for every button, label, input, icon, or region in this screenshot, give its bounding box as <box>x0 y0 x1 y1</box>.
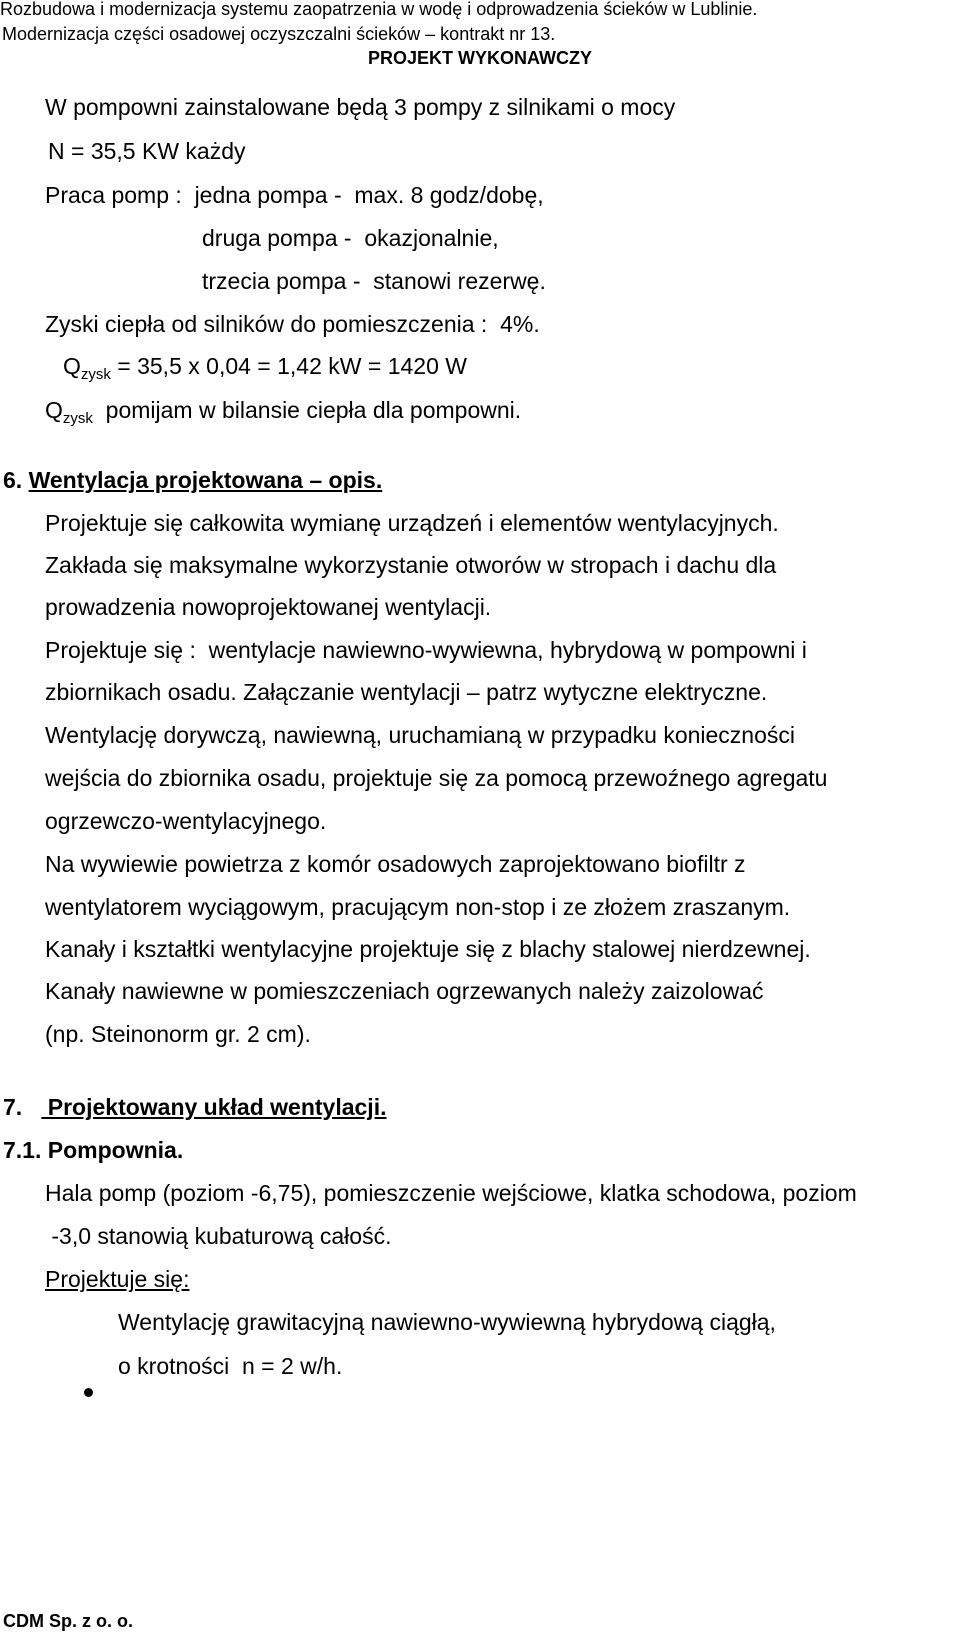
header-line-2: Modernizacja części osadowej oczyszczalni ścieków – kontrakt nr 13. <box>2 24 556 44</box>
pumps-line-3: Praca pomp : jedna pompa - max. 8 godz/dobę, <box>45 182 544 208</box>
section-7-heading <box>3 1096 386 1119</box>
bullet-item-line-2: o krotności n = 2 w/h. <box>118 1353 343 1379</box>
section-6-line: Na wywiewie powietrza z komór osadowych zaprojektowano biofiltr z <box>45 851 746 877</box>
pumps-line-1: W pompowni zainstalowane będą 3 pompy z silnikami o mocy <box>45 94 676 120</box>
pumps-line-5: trzecia pompa - stanowi rezerwę. <box>202 268 546 294</box>
header-line-3: PROJEKT WYKONAWCZY <box>367 48 592 68</box>
header-line-1: Rozbudowa i modernizacja systemu zaopatrzenia w wodę i odprowadzenia ścieków w Lublinie. <box>0 0 758 19</box>
section-6-line: wentylatorem wyciągowym, pracującym non-stop i ze złożem zraszanym. <box>45 894 791 920</box>
section-7-number: 7. <box>3 1094 23 1120</box>
pumping-station-line-1: Hala pomp (poziom -6,75), pomieszczenie wejściowe, klatka schodowa, poziom <box>45 1180 857 1206</box>
section-6-line: wejścia do zbiornika osadu, projektuje się za pomocą przewoźnego agregatu <box>45 765 828 791</box>
section-6-line: Kanały i kształtki wentylacyjne projektuje się z blachy stalowej nierdzewnej. <box>45 936 811 962</box>
section-6-line: zbiornikach osadu. Załączanie wentylacji – patrz wytyczne elektryczne. <box>45 679 768 705</box>
section-6-title: Wentylacja projektowana – opis. <box>28 467 383 493</box>
section-6-line: Wentylację dorywczą, nawiewną, uruchamianą w przypadku konieczności <box>45 722 795 748</box>
section-6-line: Kanały nawiewne w pomieszczeniach ogrzewanych należy zaizolować <box>45 978 764 1004</box>
section-6-number: 6. <box>3 467 23 493</box>
section-6-line: Projektuje się całkowita wymianę urządzeń i elementów wentylacyjnych. <box>45 510 779 536</box>
section-6-line: ogrzewczo-wentylacyjnego. <box>45 808 327 834</box>
section-7-title: Projektowany układ wentylacji. <box>41 1094 387 1120</box>
pumps-line-2: N = 35,5 KW każdy <box>48 138 246 164</box>
section-6-line: Projektuje się : wentylacje nawiewno-wywiewna, hybrydową w pompowni i <box>45 637 807 663</box>
section-6-line: prowadzenia nowoprojektowanej wentylacji. <box>45 594 492 620</box>
pumps-line-6: Zyski ciepła od silników do pomieszczenia : 4%. <box>45 311 540 337</box>
design-label: Projektuje się: <box>45 1266 190 1292</box>
section-6-line: (np. Steinonorm gr. 2 cm). <box>45 1021 311 1047</box>
bullet-icon <box>84 1388 93 1397</box>
pumping-station-line-2: -3,0 stanowią kubaturową całość. <box>45 1223 392 1249</box>
pumps-line-4: druga pompa - okazjonalnie, <box>202 225 499 251</box>
footer-company: CDM Sp. z o. o. <box>3 1611 133 1631</box>
heat-gain-note-subscript: zysk <box>62 410 93 427</box>
section-7-1-heading: 7.1. Pompownia. <box>3 1137 184 1163</box>
heat-gain-formula: $Q_{zysk} = 35,5$ x 0,04 = 1,42 kW = 1420 W <box>63 353 467 383</box>
section-6-line: Zakłada się maksymalne wykorzystanie otworów w stropach i dachu dla <box>45 552 777 578</box>
bullet-item-line-1: Wentylację grawitacyjną nawiewno-wywiewną hybrydową ciągłą, <box>118 1309 776 1335</box>
section-6-heading <box>3 469 382 492</box>
heat-gain-subscript: zysk <box>80 366 111 383</box>
heat-gain-note: $Q_{zysk}$ pomijam w bilansie ciepła dla pompowni. <box>45 397 522 427</box>
